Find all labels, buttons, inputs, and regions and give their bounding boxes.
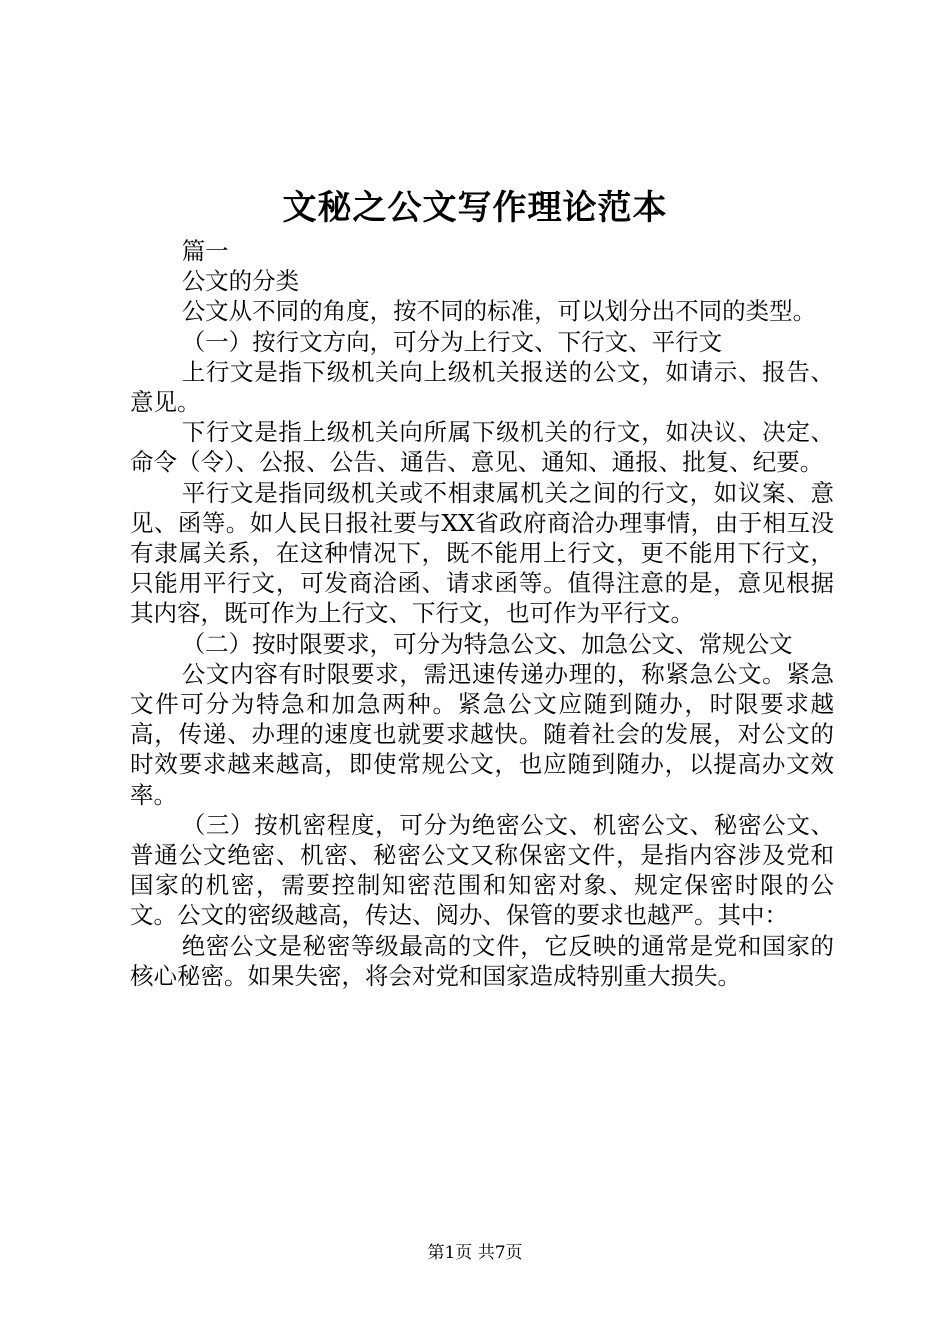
paragraph: 下行文是指上级机关向所属下级机关的行文，如决议、决定、命令（令）、公报、公告、通告、意见、通知、通报、批复、纪要。 <box>130 418 834 477</box>
paragraph: （一）按行文方向，可分为上行文、下行文、平行文 <box>181 327 723 356</box>
paragraph: 平行文是指同级机关或不相隶属机关之间的行文，如议案、意见、函等。如人民日报社要与XX省政府商洽办理事情，由于相互没有隶属关系，在这种情况下，既不能用上行文，更不能用下行文，只能用平行文，可发商洽函、请求函等。值得注意的是，意见根据其内容，既可作为上行文、下行文，也可作为平行文。 <box>130 478 834 628</box>
paragraph: （三）按机密程度，可分为绝密公文、机密公文、秘密公文、普通公文绝密、机密、秘密公文又称保密文件，是指内容涉及党和国家的机密，需要控制知密范围和知密对象、规定保密时限的公文。公文的密级越高，传达、阅办、保管的要求也越严。其中： <box>130 810 834 930</box>
paragraph: 篇一 <box>181 237 229 265</box>
paragraph: 公文的分类 <box>181 267 300 296</box>
paragraph: 公文内容有时限要求，需迅速传递办理的，称紧急公文。紧急文件可分为特急和加急两种。紧急公文应随到随办，时限要求越高，传递、办理的速度也就要求越快。随着社会的发展，对公文的时效要求越来越高，即使常规公文，也应随到随办，以提高办文效率。 <box>130 659 834 809</box>
page-footer: 第1页 共7页 <box>427 1243 523 1263</box>
paragraph: 绝密公文是秘密等级最高的文件，它反映的通常是党和国家的核心秘密。如果失密，将会对党和国家造成特别重大损失。 <box>130 931 834 990</box>
paragraph: 上行文是指下级机关向上级机关报送的公文，如请示、报告、意见。 <box>130 357 834 417</box>
document-title: 文秘之公文写作理论范本 <box>282 188 668 228</box>
document-body <box>130 236 834 991</box>
paragraph: （二）按时限要求，可分为特急公文、加急公文、常规公文 <box>181 629 793 658</box>
paragraph: 公文从不同的角度，按不同的标准，可以划分出不同的类型。 <box>181 297 817 326</box>
